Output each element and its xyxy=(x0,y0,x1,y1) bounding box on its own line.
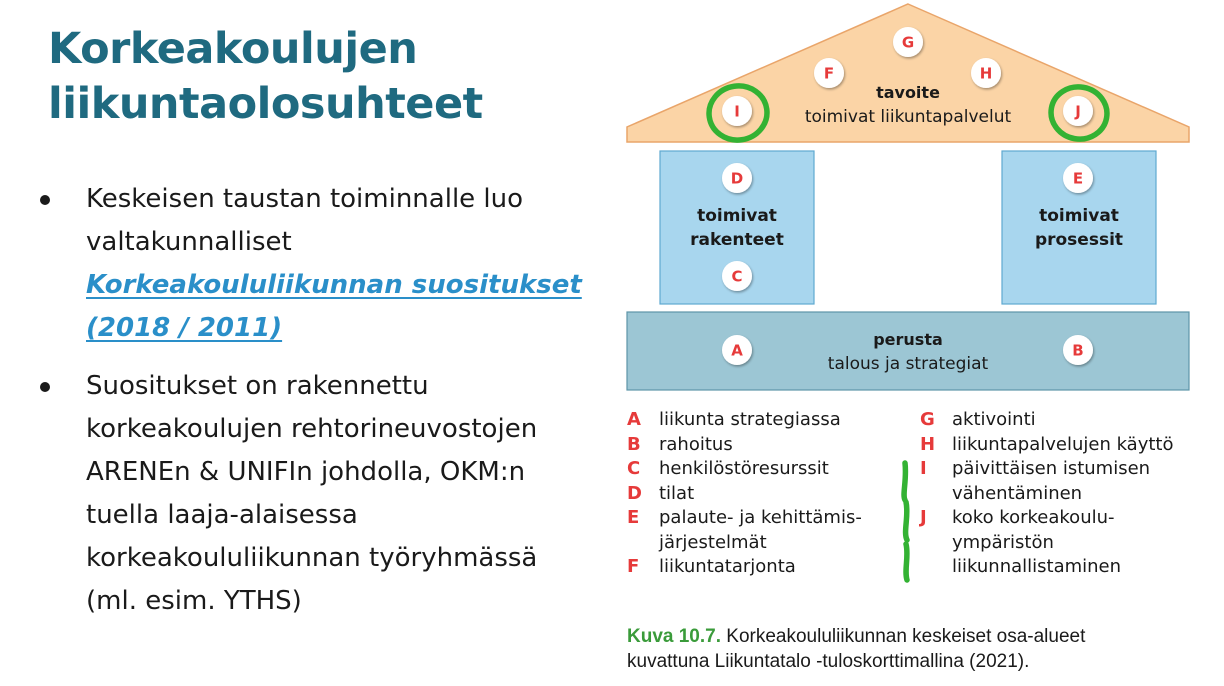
legend-item-c: C henkilöstöresurssit xyxy=(627,458,829,479)
legend-item-b: B rahoitus xyxy=(627,433,733,455)
roof-title: tavoite xyxy=(876,83,940,102)
legend-left xyxy=(627,408,862,580)
marker-c xyxy=(722,261,752,291)
base-title: perusta xyxy=(873,330,943,349)
bullet-1-line-2: valtakunnalliset xyxy=(86,227,292,257)
svg-text:H: H xyxy=(979,64,993,83)
bullet-2-line-5: korkeakoululiikunnan työryhmässä xyxy=(86,543,538,573)
figure-caption xyxy=(627,624,1207,674)
bullet-2-line-6: (ml. esim. YTHS) xyxy=(86,586,302,616)
svg-text:I: I xyxy=(734,102,740,121)
marker-h xyxy=(971,58,1001,88)
caption-line-2: kuvattuna Liikuntatalo -tuloskorttimallina (2021). xyxy=(627,651,1030,672)
pillar-right-line-2: prosessit xyxy=(1034,230,1124,250)
marker-f xyxy=(814,58,844,88)
page-title-line-1: Korkeakoulujen xyxy=(48,24,418,74)
marker-j xyxy=(1063,96,1093,126)
caption-line-1: Korkeakoululiikunnan keskeiset osa-alueet xyxy=(721,626,1086,647)
bullet-2-line-4: tuella laaja-alaisessa xyxy=(86,500,358,530)
legend-item-f: F liikuntatarjonta xyxy=(627,556,796,577)
svg-text:D: D xyxy=(730,169,744,188)
legend-item-a: A liikunta strategiassa xyxy=(627,409,841,430)
base-subtitle: talous ja strategiat xyxy=(827,354,989,374)
pillar-right-line-1: toimivat xyxy=(1039,206,1119,226)
bullet-2-line-3: ARENEn & UNIFIn johdolla, OKM:n xyxy=(86,457,526,487)
marker-a xyxy=(722,335,752,365)
legend-right xyxy=(920,408,1174,580)
svg-text:A: A xyxy=(731,341,743,360)
caption-label: Kuva 10.7. xyxy=(627,626,721,647)
marker-d xyxy=(722,163,752,193)
marker-g xyxy=(893,27,923,57)
highlight-line-legend xyxy=(904,463,907,580)
legend-item-h: H liikuntapalvelujen käyttö xyxy=(920,433,1174,455)
svg-text:F: F xyxy=(823,64,835,83)
svg-text:B: B xyxy=(1072,341,1084,360)
pillar-left-line-2: rakenteet xyxy=(690,230,784,250)
svg-text:J: J xyxy=(1075,102,1081,121)
legend-item-e: E palaute- ja kehittämis- järjestelmät xyxy=(627,507,862,553)
legend-item-i: I päivittäisen istumisen vähentäminen xyxy=(920,458,1151,504)
svg-text:C: C xyxy=(731,267,743,286)
marker-i xyxy=(722,96,752,126)
svg-text:G: G xyxy=(901,33,915,52)
bullet-1-line-1: Keskeisen taustan toiminnalle luo xyxy=(86,184,524,214)
svg-text:E: E xyxy=(1072,169,1084,188)
marker-e xyxy=(1063,163,1093,193)
recommendations-link-years[interactable]: (2018 / 2011) xyxy=(86,313,283,343)
legend-item-d: D tilat xyxy=(627,482,695,504)
legend-item-g: G aktivointi xyxy=(920,409,1036,430)
legend-item-j: J koko korkeakoulu- ympäristön liikunnallistaminen xyxy=(920,507,1122,577)
page-title-line-2: liikuntaolosuhteet xyxy=(48,79,483,129)
pillar-left-line-1: toimivat xyxy=(697,206,777,226)
marker-b xyxy=(1063,335,1093,365)
recommendations-link[interactable]: Korkeakoululiikunnan suositukset xyxy=(86,270,582,300)
base-block xyxy=(627,312,1189,390)
bullet-2-line-1: Suositukset on rakennettu xyxy=(86,371,429,401)
bullet-2-line-2: korkeakoulujen rehtorineuvostojen xyxy=(86,414,538,444)
roof-subtitle: toimivat liikuntapalvelut xyxy=(804,107,1012,127)
